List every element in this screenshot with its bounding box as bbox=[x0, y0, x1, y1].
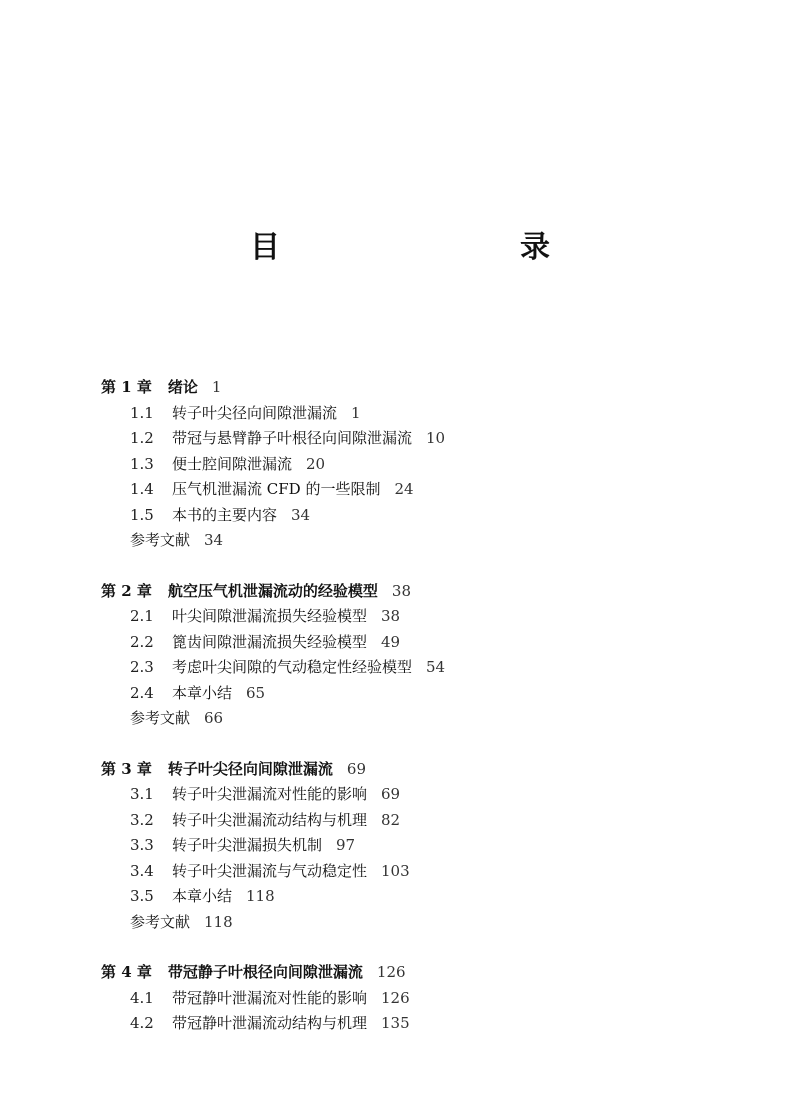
section-title: 篦齿间隙泄漏流损失经验模型 bbox=[172, 632, 368, 651]
section-title: 转子叶尖泄漏流与气动稳定性 bbox=[172, 861, 368, 880]
section-page-number: 135 bbox=[381, 1014, 410, 1032]
section-page-number: 69 bbox=[381, 785, 401, 803]
section-page-number: 66 bbox=[204, 709, 224, 727]
section-number: 2.3 bbox=[130, 658, 154, 676]
chapter-page-number: 126 bbox=[376, 963, 406, 981]
section-entry[interactable] bbox=[101, 604, 741, 630]
section-entry[interactable] bbox=[101, 630, 741, 656]
section-entry[interactable] bbox=[101, 1011, 741, 1037]
section-page-number: 126 bbox=[381, 988, 410, 1007]
section-entry[interactable] bbox=[101, 503, 741, 529]
chapter-page-number: 1 bbox=[211, 378, 222, 396]
section-entry[interactable] bbox=[101, 477, 741, 503]
chapter-label: 第 1 章 bbox=[101, 378, 152, 396]
section-title: 本书的主要内容 bbox=[172, 505, 278, 524]
section-number: 1.5 bbox=[130, 505, 154, 524]
chapter-page-number: 69 bbox=[346, 759, 366, 778]
section-title: 本章小结 bbox=[172, 683, 233, 702]
chapter-page-number: 38 bbox=[391, 581, 411, 600]
section-number: 1.4 bbox=[130, 480, 154, 498]
section-title: 参考文献 bbox=[130, 531, 191, 549]
section-page-number: 97 bbox=[336, 836, 356, 854]
section-entry[interactable] bbox=[101, 452, 741, 478]
section-number: 3.2 bbox=[130, 810, 154, 829]
section-number: 2.4 bbox=[130, 683, 154, 702]
table-of-contents bbox=[101, 375, 741, 1062]
section-number: 1.3 bbox=[130, 454, 154, 473]
section-page-number: 38 bbox=[381, 607, 401, 625]
section-entry[interactable] bbox=[101, 681, 741, 707]
section-entry[interactable] bbox=[101, 401, 741, 427]
chapter-heading[interactable] bbox=[101, 579, 741, 605]
chapter-block bbox=[101, 757, 741, 936]
section-number: 1.2 bbox=[130, 429, 154, 447]
section-entry[interactable] bbox=[101, 986, 741, 1012]
page-title: 目 录 bbox=[250, 230, 610, 265]
section-entry[interactable] bbox=[101, 655, 741, 681]
chapter-block bbox=[101, 579, 741, 732]
section-page-number: 118 bbox=[246, 887, 275, 905]
section-page-number: 103 bbox=[381, 861, 410, 880]
references-entry[interactable] bbox=[101, 528, 741, 554]
chapter-label: 第 4 章 bbox=[101, 963, 152, 981]
section-entry[interactable] bbox=[101, 859, 741, 885]
section-entry[interactable] bbox=[101, 426, 741, 452]
section-page-number: 118 bbox=[204, 912, 233, 931]
section-title: 带冠与悬臂静子叶根径向间隙泄漏流 bbox=[172, 429, 413, 447]
chapter-title: 绪论 bbox=[167, 378, 198, 396]
section-page-number: 10 bbox=[426, 429, 446, 447]
section-title: 参考文献 bbox=[130, 912, 191, 931]
section-entry[interactable] bbox=[101, 833, 741, 859]
section-number: 4.1 bbox=[130, 988, 154, 1007]
section-entry[interactable] bbox=[101, 808, 741, 834]
section-title: 考虑叶尖间隙的气动稳定性经验模型 bbox=[172, 658, 413, 676]
section-title: 压气机泄漏流 CFD 的一些限制 bbox=[172, 480, 381, 498]
chapter-heading[interactable] bbox=[101, 757, 741, 783]
references-entry[interactable] bbox=[101, 706, 741, 732]
section-title: 叶尖间隙泄漏流损失经验模型 bbox=[172, 607, 368, 625]
section-title: 转子叶尖泄漏流对性能的影响 bbox=[172, 785, 368, 803]
chapter-label: 第 3 章 bbox=[101, 759, 152, 778]
section-page-number: 34 bbox=[204, 531, 224, 549]
section-title: 转子叶尖泄漏流动结构与机理 bbox=[172, 810, 368, 829]
references-entry[interactable] bbox=[101, 910, 741, 936]
chapter-label: 第 2 章 bbox=[101, 581, 152, 600]
section-number: 3.1 bbox=[130, 785, 154, 803]
section-page-number: 49 bbox=[381, 632, 401, 651]
section-number: 1.1 bbox=[130, 403, 154, 422]
section-title: 本章小结 bbox=[172, 887, 233, 905]
section-page-number: 54 bbox=[426, 658, 446, 676]
section-title: 带冠静叶泄漏流动结构与机理 bbox=[172, 1014, 368, 1032]
section-number: 3.3 bbox=[130, 836, 154, 854]
chapter-block bbox=[101, 960, 741, 1037]
section-page-number: 82 bbox=[381, 810, 401, 829]
section-number: 2.2 bbox=[130, 632, 154, 651]
section-title: 便士腔间隙泄漏流 bbox=[172, 454, 293, 473]
section-title: 参考文献 bbox=[130, 709, 191, 727]
section-number: 4.2 bbox=[130, 1014, 154, 1032]
section-number: 2.1 bbox=[130, 607, 154, 625]
section-title: 转子叶尖泄漏损失机制 bbox=[172, 836, 323, 854]
chapter-title: 航空压气机泄漏流动的经验模型 bbox=[167, 581, 378, 600]
section-number: 3.4 bbox=[130, 861, 154, 880]
section-title: 带冠静叶泄漏流对性能的影响 bbox=[172, 988, 368, 1007]
section-page-number: 24 bbox=[394, 480, 414, 498]
chapter-title: 转子叶尖径向间隙泄漏流 bbox=[167, 759, 333, 778]
section-page-number: 1 bbox=[351, 403, 361, 422]
chapter-heading[interactable] bbox=[101, 960, 741, 986]
section-entry[interactable] bbox=[101, 884, 741, 910]
section-page-number: 34 bbox=[291, 505, 311, 524]
chapter-title: 带冠静子叶根径向间隙泄漏流 bbox=[167, 963, 363, 981]
section-title: 转子叶尖径向间隙泄漏流 bbox=[172, 403, 338, 422]
section-entry[interactable] bbox=[101, 782, 741, 808]
section-page-number: 20 bbox=[306, 454, 326, 473]
chapter-heading[interactable] bbox=[101, 375, 741, 401]
section-page-number: 65 bbox=[246, 683, 266, 702]
section-number: 3.5 bbox=[130, 887, 154, 905]
chapter-block bbox=[101, 375, 741, 554]
